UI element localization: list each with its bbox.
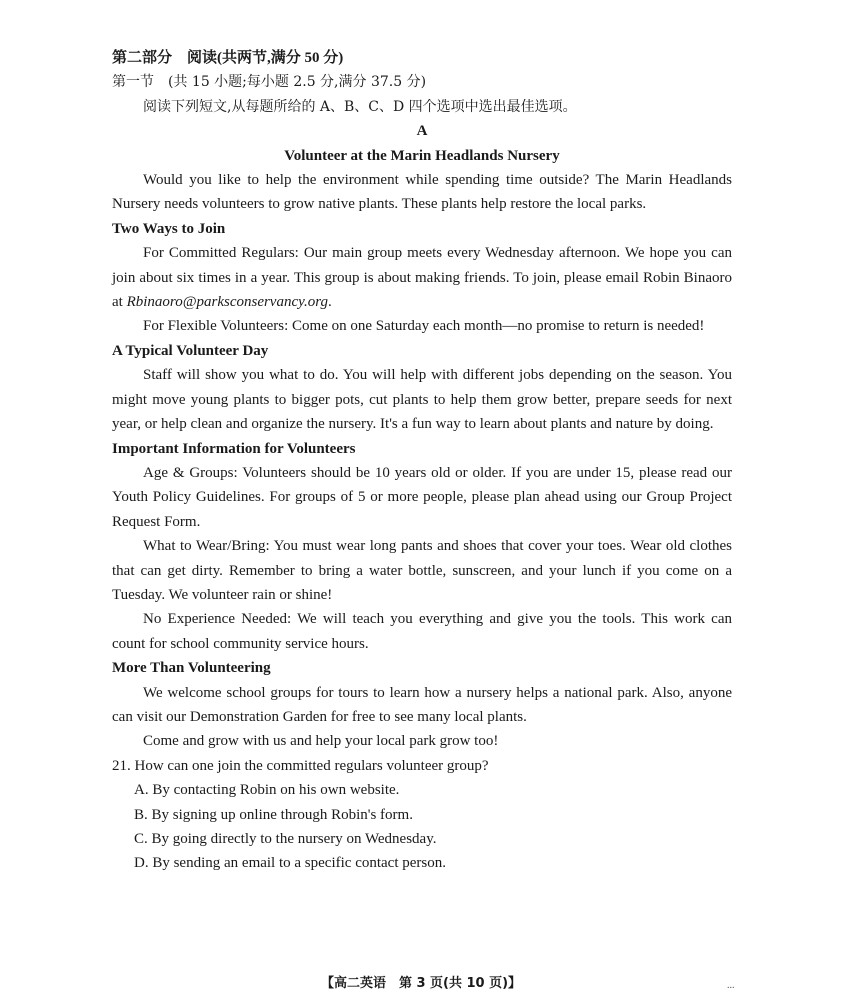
part-title: 第二部分 阅读(共两节,满分 50 分) bbox=[112, 50, 344, 66]
paragraph: For Flexible Volunteers: Come on one Saturday each month—no promise to return is needed! bbox=[143, 318, 705, 335]
paragraph: Staff will show you what to do. You will help with different jobs depending on the season. You might move young plants to bigger pots, cut plants to help them grow better, prepare seeds for next year, or help clean and organize the nursery. It's a fun way to learn about plants and nature by doing. bbox=[112, 367, 732, 433]
paragraph: For Committed Regulars: Our main group meets every Wednesday afternoon. We hope you can join about six times in a year. This group is about making friends. To join, please email Robin Binaoro at Rbinaoro@parksconservancy.org. bbox=[112, 245, 732, 311]
section-heading: Two Ways to Join bbox=[112, 220, 226, 237]
paragraph: No Experience Needed: We will teach you everything and give you the tools. This work can count for school community service hours. bbox=[112, 611, 732, 652]
question-stem: 21. How can one join the committed regulars volunteer group? bbox=[112, 757, 489, 774]
paragraph: We welcome school groups for tours to learn how a nursery helps a national park. Also, anyone can visit our Demonstration Garden for free to see many local plants. bbox=[112, 684, 732, 725]
passage-title: Volunteer at the Marin Headlands Nursery bbox=[284, 147, 560, 164]
section-heading: Important Information for Volunteers bbox=[112, 440, 356, 457]
passage-letter: A bbox=[416, 123, 428, 140]
reading-instruction: 阅读下列短文,从每题所给的 A、B、C、D 四个选项中选出最佳选项。 bbox=[143, 98, 577, 115]
section-heading: More Than Volunteering bbox=[112, 660, 271, 677]
answer-option-a: A. By contacting Robin on his own website. bbox=[134, 782, 400, 799]
corner-mark: ... bbox=[727, 980, 735, 991]
answer-option-d: D. By sending an email to a specific contact person. bbox=[134, 855, 446, 872]
contact-email: Rbinaoro@parksconservancy.org bbox=[126, 294, 328, 311]
answer-option-b: B. By signing up online through Robin's form. bbox=[134, 806, 413, 823]
exam-page bbox=[112, 46, 732, 876]
answer-option-c: C. By going directly to the nursery on Wednesday. bbox=[134, 831, 437, 847]
page-footer: 【高二英语 第 3 页(共 10 页)】 bbox=[320, 976, 522, 991]
paragraph-text: For Committed Regulars: Our main group meets every Wednesday afternoon. We hope you can join about six times in a year. This group is about making friends. To join, please email Robin Binaoro at bbox=[112, 245, 732, 311]
section-heading: A Typical Volunteer Day bbox=[112, 342, 269, 359]
paragraph: What to Wear/Bring: You must wear long pants and shoes that cover your toes. Wear old clothes that can get dirty. Remember to bring a water bottle, sunscreen, and your lunch if you come on a Tuesday. We volunteer rain or shine! bbox=[112, 538, 732, 603]
section-one-header: 第一节 (共 15 小题;每小题 2.5 分,满分 37.5 分) bbox=[112, 74, 427, 91]
passage-intro: Would you like to help the environment while spending time outside? The Marin Headlands Nursery needs volunteers to grow native plants. These plants help restore the local parks. bbox=[112, 172, 732, 213]
paragraph: Come and grow with us and help your local park grow too! bbox=[143, 733, 499, 750]
paragraph: Age & Groups: Volunteers should be 10 years old or older. If you are under 15, please read our Youth Policy Guidelines. For groups of 5 or more people, please plan ahead using our Group Project Request Form. bbox=[112, 464, 732, 530]
